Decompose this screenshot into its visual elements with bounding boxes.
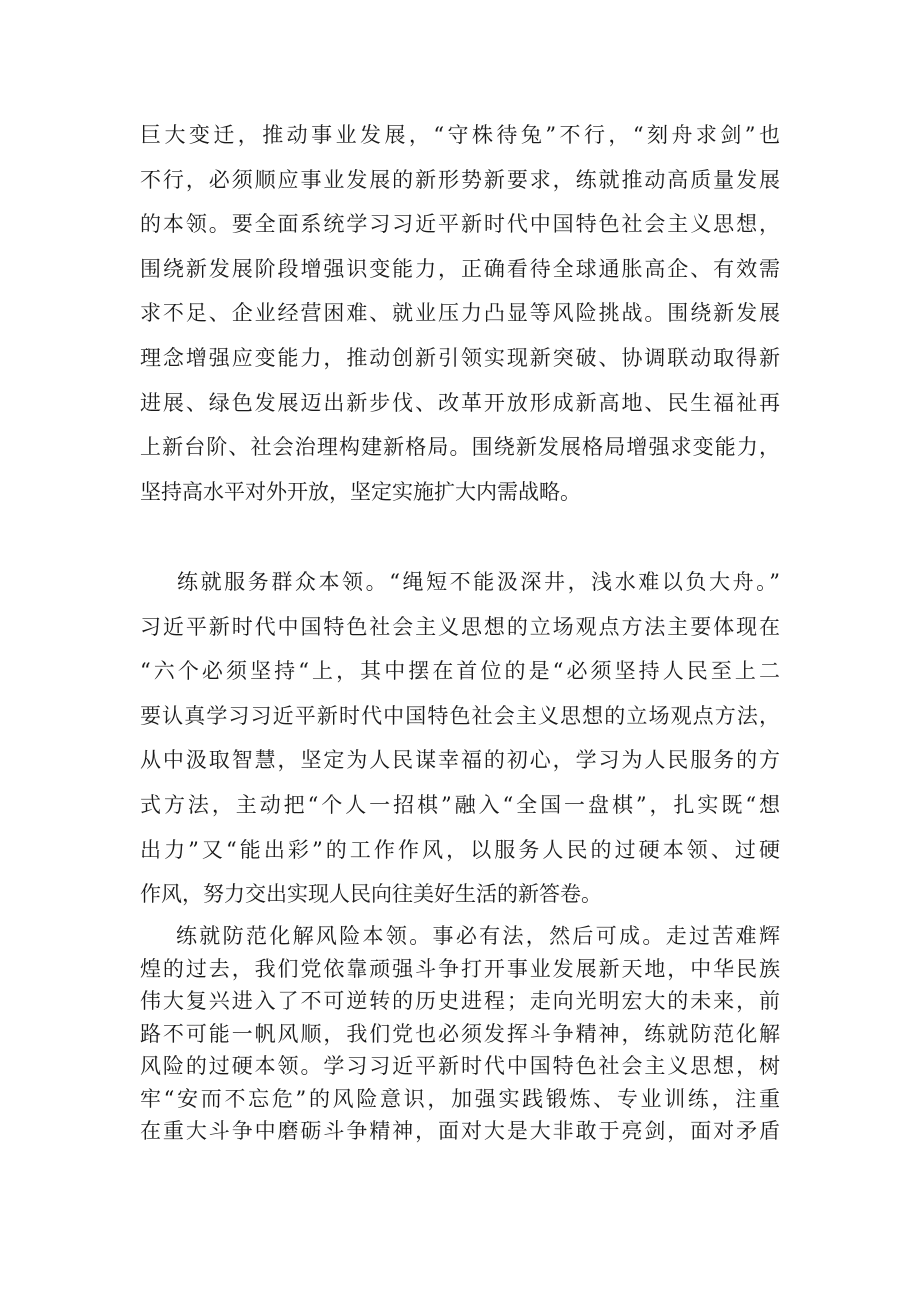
text-line: 出力”又“能出彩”的工作作风，以服务人民的过硬本领、过硬 bbox=[140, 837, 780, 862]
text-line: 求不足、企业经营困难、就业压力凸显等风险挑战。围绕新发展 bbox=[140, 301, 780, 326]
text-line: 不行，必须顺应事业发展的新形势新要求，练就推动高质量发展 bbox=[140, 167, 780, 192]
text-line: 风险的过硬本领。学习习近平新时代中国特色社会主义思想，树 bbox=[140, 1054, 780, 1078]
text-line: 在重大斗争中磨砺斗争精神，面对大是大非敢于亮剑，面对矛盾 bbox=[140, 1119, 780, 1143]
paragraph-serving-the-people bbox=[140, 560, 780, 917]
text-line: 坚持高水平对外开放，坚定实施扩大内需战略。 bbox=[140, 479, 581, 504]
paragraph-capability-development bbox=[140, 113, 780, 514]
text-line: 从中汲取智慧，坚定为人民谋幸福的初心，学习为人民服务的方 bbox=[140, 748, 780, 773]
text-line: 练就服务群众本领。“绳短不能汲深井，浅水难以负大舟。” bbox=[140, 570, 780, 594]
text-line: 进展、绿色发展迈出新步伐、改革开放形成新高地、民生福祉再 bbox=[140, 390, 780, 415]
text-line: 牢“安而不忘危”的风险意识，加强实践锻炼、专业训练，注重 bbox=[140, 1086, 780, 1111]
text-line: “六个必须坚持“上，其中摆在首位的是“必须坚持人民至上二 bbox=[140, 659, 780, 684]
text-line: 的本领。要全面系统学习习近平新时代中国特色社会主义思想， bbox=[140, 212, 780, 237]
text-line: 巨大变迁，推动事业发展，“守株待兔”不行，“刻舟求剑”也 bbox=[140, 123, 780, 147]
paragraph-risk-prevention bbox=[140, 920, 780, 1148]
text-line: 要认真学习习近平新时代中国特色社会主义思想的立场观点方法， bbox=[140, 703, 780, 728]
text-line: 作风，努力交出实现人民向往美好生活的新答卷。 bbox=[140, 882, 602, 907]
text-line: 伟大复兴进入了不可逆转的历史进程；走向光明宏大的未来，前 bbox=[140, 989, 780, 1013]
text-line: 式方法，主动把“个人一招棋”融入“全国一盘棋”，扎实既“想 bbox=[140, 792, 780, 817]
text-line: 煌的过去，我们党依靠顽强斗争打开事业发展新天地，中华民族 bbox=[140, 956, 780, 981]
text-line: 理念增强应变能力，推动创新引领实现新突破、协调联动取得新 bbox=[140, 345, 780, 370]
text-line: 上新台阶、社会治理构建新格局。围绕新发展格局增强求变能力， bbox=[140, 435, 780, 460]
text-line: 围绕新发展阶段增强识变能力，正确看待全球通胀高企、有效需 bbox=[140, 256, 780, 281]
text-line: 路不可能一帆风顺，我们党也必须发挥斗争精神，练就防范化解 bbox=[140, 1021, 780, 1046]
text-line: 习近平新时代中国特色社会主义思想的立场观点方法主要体现在 bbox=[140, 614, 780, 639]
text-line: 练就防范化解风险本领。事必有法，然后可成。走过苦难辉 bbox=[140, 924, 780, 948]
